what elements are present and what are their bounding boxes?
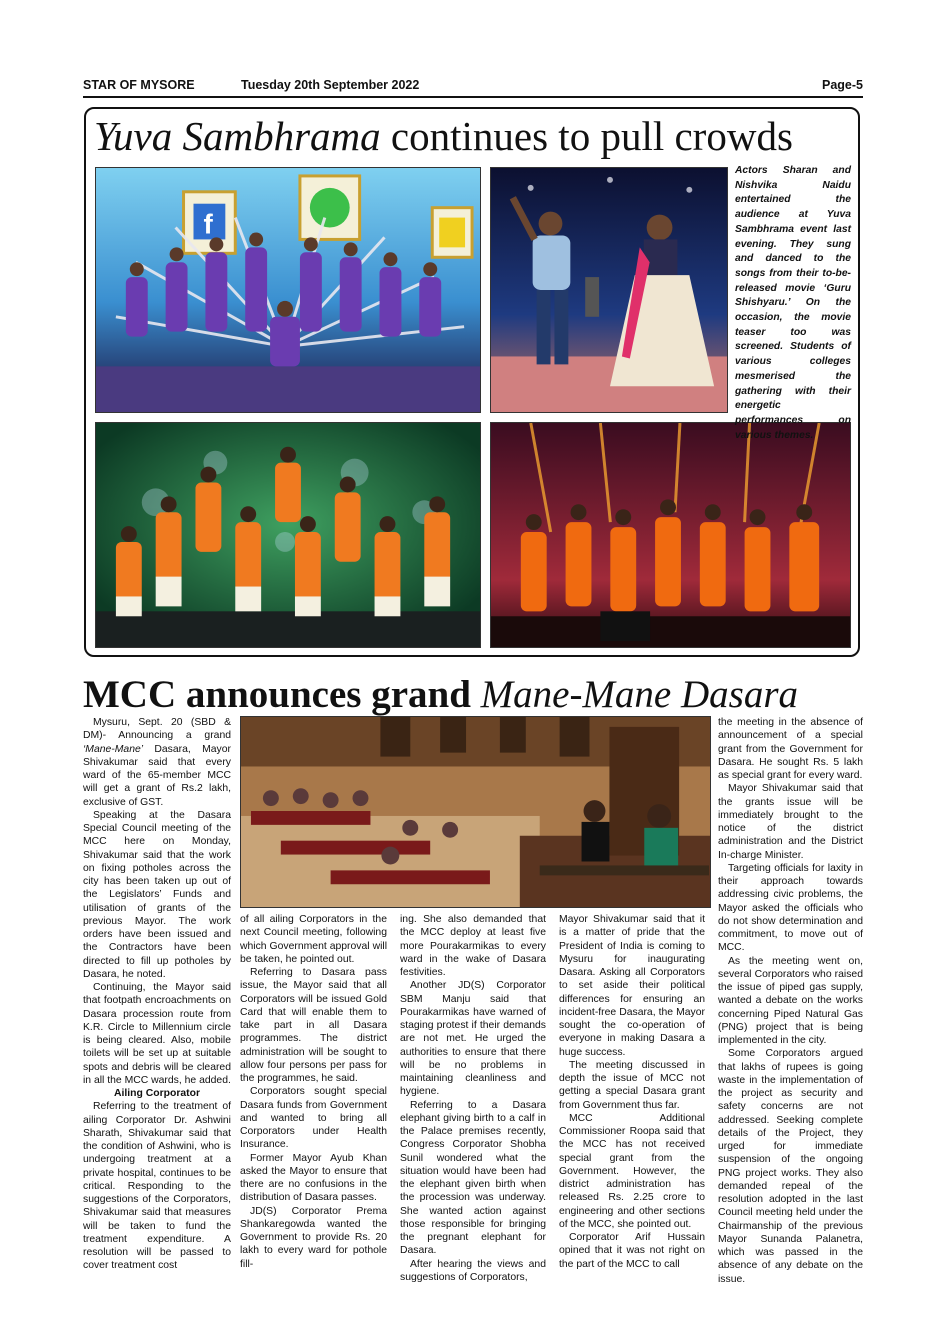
article-column-2 xyxy=(240,913,387,1271)
paragraph: Some Corporators argued that lakhs of rupees is going waste in the implementation of the project as security and safety concerns are not addressed. Seeking complete details of the Project, they urged for immediate suspension of the ongoing PNG project works. They also demanded repeal of the resolution adopted in the last Council meeting held under the Chairmanship of the previous Mayor Sunanda Palanetra, which was passed in the absence of any debate on the issue. xyxy=(718,1048,863,1285)
paragraph: The meeting discussed in depth the issue of MCC not getting a special Dasara grant from Government thus far. xyxy=(559,1059,705,1111)
paragraph: Former Mayor Ayub Khan asked the Mayor to ensure that there are no confusions in the distribution of Dasara passes. xyxy=(240,1152,387,1204)
article-headline xyxy=(83,672,863,717)
article-column-4 xyxy=(559,913,705,1271)
paragraph: Corporator Arif Hussain opined that it was not right on the part of the MCC to call xyxy=(559,1232,705,1270)
council-meeting-photo xyxy=(240,716,711,908)
paragraph: of all ailing Corporators in the next Council meeting, following which Government approval will be taken, he pointed out. xyxy=(240,914,387,965)
svg-text:f: f xyxy=(203,208,213,240)
article-headline-bold: MCC announces grand xyxy=(83,673,481,716)
paragraph: Mayor Shivakumar said that the grants issue will be immediately brought to the notice of the district administration and the District In-charge Minister. xyxy=(718,783,863,861)
paragraph: Continuing, the Mayor said that footpath encroachments on Dasara procession route from K.R. Circle to Millennium circle is being cleared. Also, mobile toilets will be set up at suitable spots and debris will be cleared in all the MCC wards, he added. xyxy=(83,982,231,1086)
paragraph: the meeting in the absence of announcement of a special grant from the Government for Dasara. He sought Rs. 5 lakh as special grant for every ward. xyxy=(718,717,863,781)
paragraph: Referring to Dasara pass issue, the Mayor said that all Corporators will be issued Gold Card that will enable them to take part in all Dasara programmes. The district administration will be sought to allow four persons per pass for the programmes, he said. xyxy=(240,967,387,1084)
dateline-italic: ‘Mane-Mane’ xyxy=(83,743,144,755)
paragraph: As the meeting went on, several Corporators who raised the issue of piped gas supply, wanted a debate on the works concerning Piped Natural Gas (PNG) project that is being implemented in the city. xyxy=(718,955,863,1046)
paragraph: Referring to the treatment of ailing Corporator Dr. Ashwini Sharath, Shivakumar said that the condition of Ashwini, who is undergoing treatment at a private hospital, continues to be critical. Responding to the suggestions of the Corporators, Shivakumar said that measures will be taken to fund the treatment expenditure. A resolution will be passed to cover treatment cost xyxy=(83,1101,231,1272)
paragraph: Another JD(S) Corporator SBM Manju said that Pourakarmikas have warned of staging protest if their demands are not met. He urged the authorities to ensure that there will be no problems in maintaining cleanliness and hygiene. xyxy=(400,980,546,1098)
article-headline-italic: Mane-Mane Dasara xyxy=(480,673,798,716)
feature-caption: Actors Sharan and Nishvika Naidu entertained the audience at Yuva Sambhrama event last evening. They sung and danced to the songs from their to-be-released movie ‘Guru Shishyaru.’ On the occasion, the movie teaser too was screened. Students of various colleges mesmerised the gathering with their energetic performances on various themes. xyxy=(735,165,851,441)
article-column-3 xyxy=(400,913,546,1284)
dateline-start: Mysuru, Sept. 20 (SBD & DM)- Announcing a grand xyxy=(83,717,231,742)
paragraph: MCC Additional Commissioner Roopa said that the MCC has not received special grant from the Government. However, the district administration has released Rs. 2.25 crore to engineering and other sections of the MCC, she pointed out. xyxy=(559,1112,705,1230)
issue-date: Tuesday 20th September 2022 xyxy=(241,78,420,92)
paragraph: Referring to a Dasara elephant giving birth to a calf in the Palace premises recently, Congress Corporator Shobha Sunil wondered what the situation would have been had the elephant given birth when the procession was underway. She wanted action against those responsible for bringing the pregnant elephant for Dasara. xyxy=(400,1099,546,1257)
article-column-5 xyxy=(718,716,863,1286)
paragraph: After hearing the views and suggestions of Corporators, xyxy=(400,1258,546,1283)
paragraph: Corporators sought special Dasara funds from Government and wanted to bring all Corporators under Health Insurance. xyxy=(240,1086,387,1151)
masthead xyxy=(83,78,863,96)
dancers-in-orange-green-backdrop-photo xyxy=(95,422,481,648)
paragraph: Speaking at the Dasara Special Council meeting of the MCC here on Monday, Shivakumar said that the work on fixing potholes across the city has been taken up out of the Legislators’ Funds and utilisation of grants of the previous Mayor. The work orders have been issued and the Contractors have been directed to fill up potholes by Dasara, he noted. xyxy=(83,809,231,980)
subhead: Ailing Corporator xyxy=(113,1088,200,1099)
feature-headline-italic: Yuva Sambhrama xyxy=(94,113,381,159)
dancers-in-purple-with-ribbons-photo xyxy=(95,167,481,413)
paragraph: Targeting officials for laxity in their approach towards addressing civic problems, the Mayor asked the officials who do not show determination and commitment, to move out of MCC. xyxy=(718,862,863,954)
paragraph: JD(S) Corporator Prema Shankaregowda wanted the Government to provide Rs. 20 lakh to every ward for pothole fill- xyxy=(240,1205,387,1270)
page-number: Page-5 xyxy=(822,78,863,92)
folk-dancers-in-orange-photo xyxy=(490,422,851,648)
feature-headline-rest: continues to pull crowds xyxy=(380,113,793,159)
paragraph: Mayor Shivakumar said that it is a matter of pride that the President of India is coming to Mysuru for inaugurating Dasara. Asking all Corporators to set aside their political differences for ensuring an incident-free Dasara, the Mayor sought the co-operation of everyone in making Dasara a huge success. xyxy=(559,914,705,1058)
actors-singing-on-stage-photo xyxy=(490,167,728,413)
masthead-rule xyxy=(83,96,863,98)
feature-headline xyxy=(94,112,854,160)
article-column-1 xyxy=(83,716,231,1273)
paper-name: STAR OF MYSORE xyxy=(83,78,195,92)
paragraph: ing. She also demanded that the MCC deploy at least five more Pourakarmikas to every ward in the wake of Dasara festivities. xyxy=(400,914,546,978)
dateline-end: Dasara, Mayor Shivakumar said that every ward of the 65-member MCC will get a grant of Rs.2 lakh, exclusive of GST. xyxy=(83,743,231,808)
